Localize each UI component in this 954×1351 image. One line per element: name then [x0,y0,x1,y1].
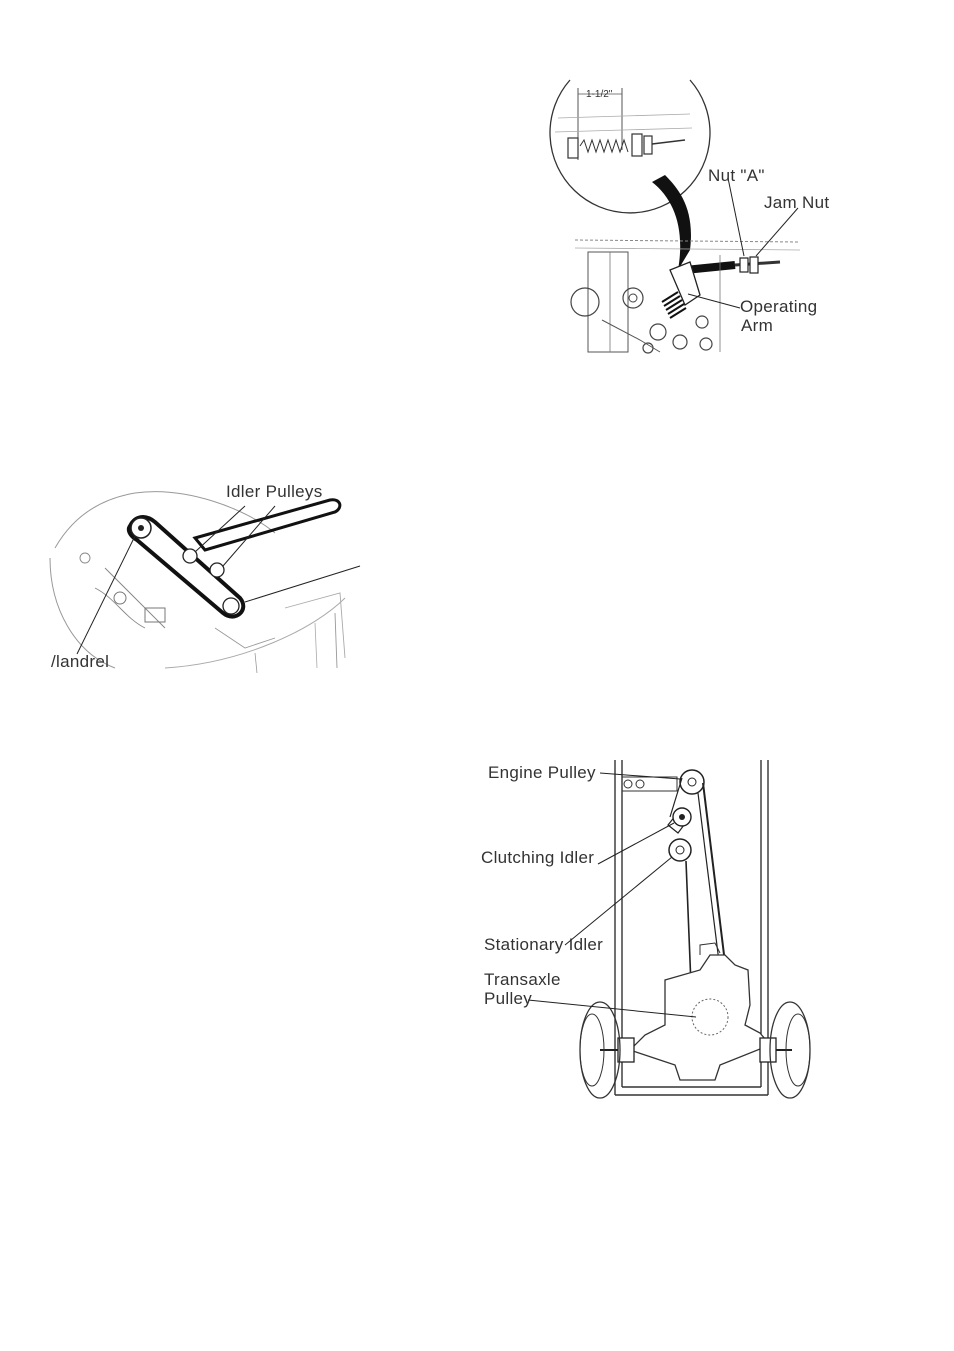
idler-pulley-2 [210,563,224,577]
clutching-idler-label: Clutching Idler [481,848,595,867]
dimension-label: 1-1/2" [586,89,613,100]
magnifier-circle [550,80,710,213]
nut-a-shape [740,258,748,272]
nut-a-label: Nut "A" [708,166,765,185]
drive-belt-drawing [470,755,820,1105]
idler-pulleys-label: Idler Pulleys [226,482,323,501]
stationary-idler [669,839,691,861]
deck-belt-drawing [45,478,365,673]
idler-pulley-1 [183,549,197,563]
jam-nut-label: Jam Nut [764,193,830,212]
cable-shadow [652,175,691,270]
drive-belt-diagram [470,755,820,1105]
jam-nut-shape [750,257,758,273]
operating-arm-diagram [540,70,840,360]
engine-pulley-label: Engine Pulley [488,763,596,782]
belt-strap [195,500,340,550]
engine-pulley [680,770,704,794]
operating-arm-drawing [540,70,840,360]
operating-arm-label: Operating [740,297,818,316]
mandrel-label: /landrel [51,652,110,671]
transaxle-body [630,955,770,1080]
transaxle-pulley-label: Transaxle [484,970,561,989]
stationary-idler-label: Stationary Idler [484,935,604,954]
transaxle-pulley-label-line2: Pulley [484,989,533,1008]
deck-belt-diagram [45,478,365,673]
operating-arm-label-line2: Arm [741,316,774,335]
